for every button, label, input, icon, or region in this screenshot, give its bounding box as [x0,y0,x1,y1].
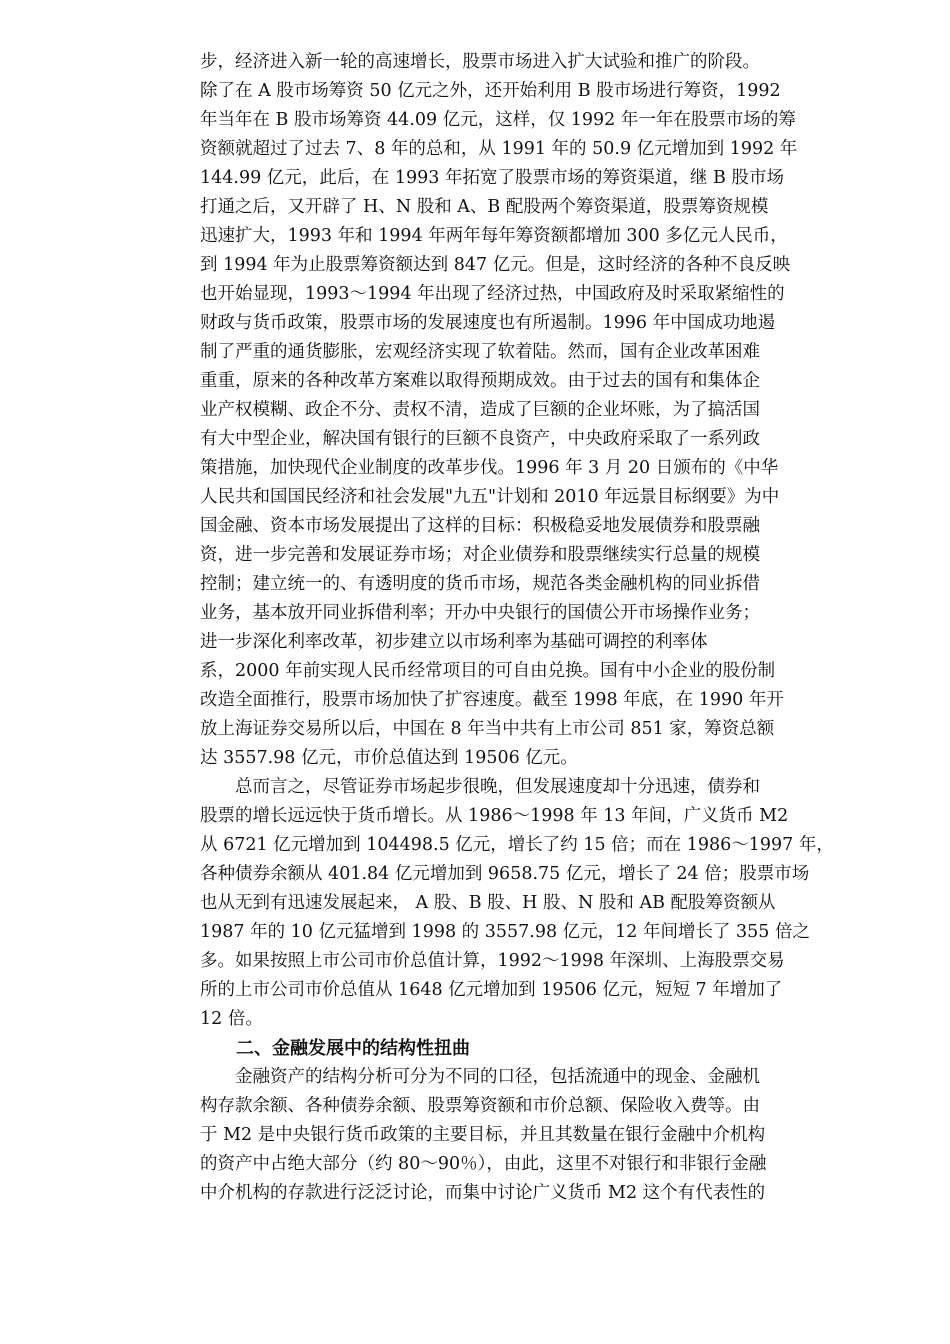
text-line: 重重，原来的各种改革方案难以取得预期成效。由于过去的国有和集体企 [200,371,760,391]
text-line: 中介机构的存款进行泛泛讨论，而集中讨论广义货币 M2 这个有代表性的 [200,1183,766,1203]
text-line: 144.99 亿元，此后，在 1993 年拓宽了股票市场的筹资渠道，继 B 股市场 [200,168,784,188]
text-line: 除了在 A 股市场筹资 50 亿元之外，还开始利用 B 股市场进行筹资，1992 [200,81,781,101]
document-body [200,48,834,1208]
text-line: 各种债券余额从 401.84 亿元增加到 9658.75 亿元，增长了 24 倍；股票市场 [200,864,810,884]
text-line: 国金融、资本市场发展提出了这样的目标：积极稳妥地发展债券和股票融 [200,516,760,536]
text-line: 迅速扩大，1993 年和 1994 年两年每年筹资额都增加 300 多亿元人民币， [200,226,788,246]
text-line: 股票的增长远远快于货币增长。从 1986～1998 年 13 年间，广义货币 M2 [200,806,789,826]
paragraph-stock-market-expansion [200,48,820,773]
section-heading: 二、金融发展中的结构性扭曲 [200,1038,470,1059]
text-line: 有大中型企业，解决国有银行的巨额不良资产，中央政府采取了一系列政 [200,429,760,449]
text-line: 控制；建立统一的、有透明度的货币市场，规范各类金融机构的同业拆借 [200,574,760,594]
text-line: 的资产中占绝大部分（约 80～90％），由此，这里不对银行和非银行金融 [200,1154,767,1174]
text-line: 资额就超过了过去 7、8 年的总和，从 1991 年的 50.9 亿元增加到 1992 年 [200,139,798,159]
text-line: 业务，基本放开同业拆借利率；开办中央银行的国债公开市场操作业务； [200,603,760,623]
text-line: 于 M2 是中央银行货币政策的主要目标，并且其数量在银行金融中介机构 [200,1125,766,1145]
text-line: 也从无到有迅速发展起来， A 股、B 股、H 股、N 股和 AB 配股筹资额从 [200,893,776,913]
text-line: 也开始显现，1993～1994 年出现了经济过热，中国政府及时采取紧缩性的 [200,284,785,304]
text-line: 改造全面推行，股票市场加快了扩容速度。截至 1998 年底，在 1990 年开 [200,690,784,710]
text-line: 业产权模糊、政企不分、责权不清，造成了巨额的企业坏账，为了搞活国 [200,400,760,420]
text-line: 进一步深化利率改革，初步建立以市场利率为基础可调控的利率体 [200,632,708,652]
text-line: 制了严重的通货膨胀，宏观经济实现了软着陆。然而，国有企业改革困难 [200,342,760,362]
text-line: 财政与货币政策，股票市场的发展速度也有所遏制。1996 年中国成功地遏 [200,313,776,333]
text-line: 系，2000 年前实现人民币经常项目的可自由兑换。国有中小企业的股份制 [200,661,776,681]
text-line: 所的上市公司市价总值从 1648 亿元增加到 19506 亿元，短短 7 年增加了 [200,980,783,1000]
text-line: 步，经济进入新一轮的高速增长，股票市场进入扩大试验和推广的阶段。 [200,52,760,72]
text-line: 打通之后，又开辟了 H、N 股和 A、B 配股两个筹资渠道，股票筹资规模 [200,197,769,217]
text-line: 到 1994 年为止股票筹资额达到 847 亿元。但是，这时经济的各种不良反映 [200,255,791,275]
text-line: 策措施，加快现代企业制度的改革步伐。1996 年 3 月 20 日颁布的《中华 [200,458,779,478]
paragraph-summary [200,773,834,1034]
text-line: 人民共和国国民经济和社会发展"九五"计划和 2010 年远景目标纲要》为中 [200,487,780,507]
text-line: 放上海证券交易所以后，中国在 8 年当中共有上市公司 851 家，筹资总额 [200,719,775,739]
text-line: 年当年在 B 股市场筹资 44.09 亿元，这样，仅 1992 年一年在股票市场的筹 [200,110,796,130]
text-line: 多。如果按照上市公司市价总值计算，1992～1998 年深圳、上海股票交易 [200,951,785,971]
text-line: 达 3557.98 亿元，市价总值达到 19506 亿元。 [200,748,578,768]
text-line: 12 倍。 [200,1009,263,1029]
text-line: 构存款余额、各种债券余额、股票筹资额和市价总额、保险收入费等。由 [200,1096,760,1116]
text-line: 从 6721 亿元增加到 104498.5 亿元，增长了约 15 倍；而在 1986～1997 年， [200,835,834,855]
text-line: 金融资产的结构分析可分为不同的口径，包括流通中的现金、金融机 [200,1067,760,1087]
paragraph-structure-analysis [200,1063,820,1208]
text-line: 资，进一步完善和发展证券市场；对企业债券和股票继续实行总量的规模 [200,545,760,565]
text-line: 1987 年的 10 亿元猛增到 1998 的 3557.98 亿元，12 年间增长了 355 倍之 [200,922,811,942]
text-line: 总而言之，尽管证券市场起步很晚，但发展速度却十分迅速，债券和 [200,777,760,797]
